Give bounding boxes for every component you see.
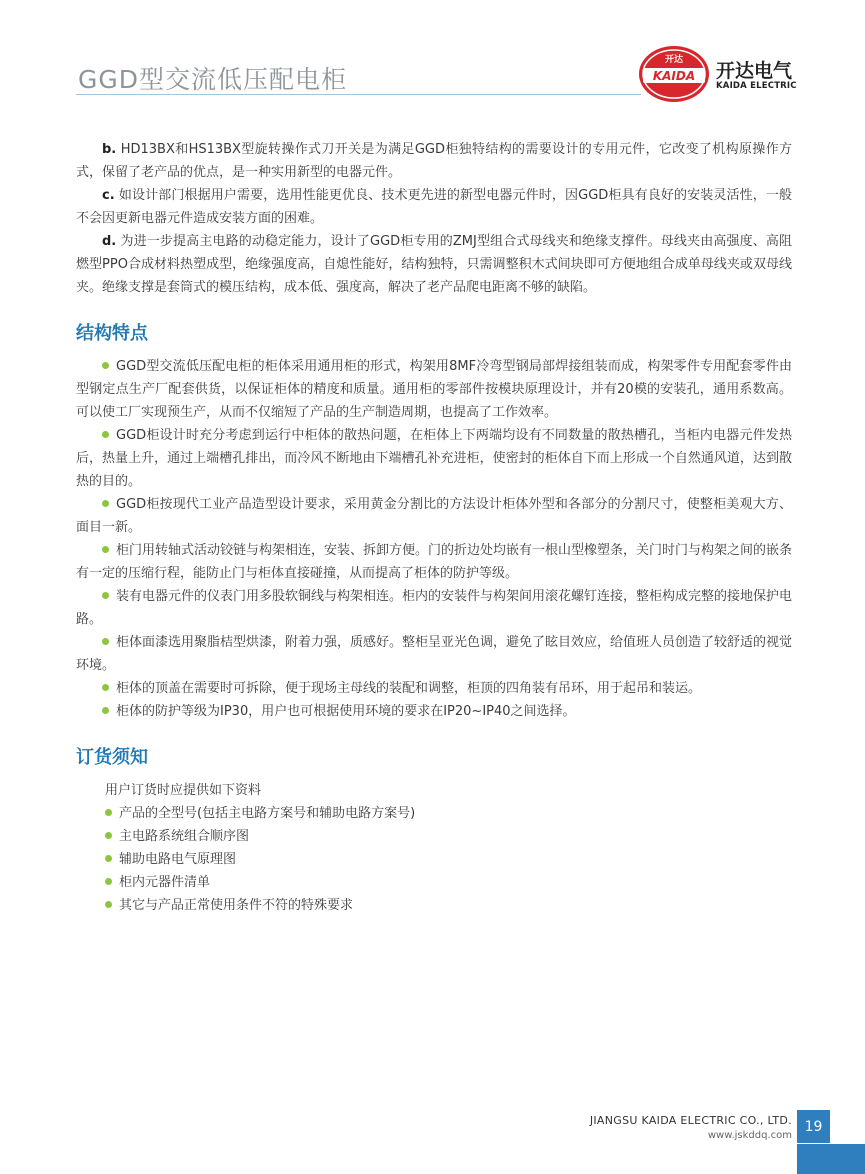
structure-item: GGD柜设计时充分考虑到运行中柜体的散热问题，在柜体上下两端均设有不同数量的散热槽孔，当柜内电器元件发热后，热量上升，通过上端槽孔排出，而冷风不断地由下端槽孔补充进柜，使密封的柜体自下而上形成一个自然通风道，达到散热的目的。 [76, 428, 792, 489]
logo-badge-top: 开达 [664, 55, 684, 65]
bullet-icon [102, 500, 109, 507]
bullet-icon [105, 855, 112, 862]
bullet-icon [105, 878, 112, 885]
header-divider [76, 94, 641, 95]
structure-item: GGD柜按现代工业产品造型设计要求，采用黄金分割比的方法设计柜体外型和各部分的分割尺寸，使整柜美观大方、面目一新。 [76, 497, 792, 535]
bullet-icon [102, 638, 109, 645]
section-title-structure: 结构特点 [76, 323, 148, 344]
ordering-item: 主电路系统组合顺序图 [76, 825, 792, 848]
page-corner-bar [797, 1144, 865, 1174]
footer-company: JIANGSU KAIDA ELECTRIC CO., LTD. [589, 1114, 792, 1127]
ordering-item: 产品的全型号(包括主电路方案号和辅助电路方案号) [76, 802, 792, 825]
intro-paragraph-b: b. HD13BX和HS13BX型旋转操作式刀开关是为满足GGD柜独特结构的需要设计的专用元件，它改变了机构原操作方式，保留了老产品的优点，是一种实用新型的电器元件。 [76, 142, 792, 180]
bullet-icon [105, 809, 112, 816]
bullet-icon [102, 546, 109, 553]
bullet-icon [102, 707, 109, 714]
bullet-icon [105, 901, 112, 908]
ordering-item: 柜内元器件清单 [76, 871, 792, 894]
structure-item: 装有电器元件的仪表门用多股软铜线与构架相连。柜内的安装件与构架间用滚花螺钉连接，整柜构成完整的接地保护电路。 [76, 589, 793, 627]
intro-paragraph-c: c. 如设计部门根据用户需要，选用性能更优良、技术更先进的新型电器元件时，因GGD柜具有良好的安装灵活性，一般不会因更新电器元件造成安装方面的困难。 [76, 188, 792, 226]
logo-badge-main: KAIDA [652, 69, 696, 83]
structure-item: 柜体的顶盖在需要时可拆除，便于现场主母线的装配和调整，柜顶的四角装有吊环，用于起吊和装运。 [76, 677, 792, 700]
page-number: 19 [797, 1110, 830, 1143]
bullet-icon [102, 362, 109, 369]
structure-item: GGD型交流低压配电柜的柜体采用通用柜的形式，构架用8MF冷弯型钢局部焊接组装而成，构架零件专用配套零件由型钢定点生产厂配套供货，以保证柜体的精度和质量。通用柜的零部件按模块原理设计，并有20模的安装孔，通用系数高。可以使工厂实现预生产，从而不仅缩短了产品的生产制造周期，也提高了工作效率。 [76, 359, 792, 420]
logo-company-en: KAIDA ELECTRIC [716, 81, 797, 91]
logo-company-cn: 开达电气 [716, 60, 793, 82]
bullet-icon [105, 832, 112, 839]
section-title-ordering: 订货须知 [76, 747, 148, 768]
document-title: GGD型交流低压配电柜 [78, 65, 347, 94]
ordering-item: 其它与产品正常使用条件不符的特殊要求 [76, 894, 792, 917]
ordering-item: 辅助电路电气原理图 [76, 848, 792, 871]
page-header [0, 0, 865, 110]
footer-url: www.jskddq.com [707, 1130, 792, 1141]
structure-item: 柜门用转轴式活动铰链与构架相连，安装、拆卸方便。门的折边处均嵌有一根山型橡塑条，关门时门与构架之间的嵌条有一定的压缩行程，能防止门与柜体直接碰撞，从而提高了柜体的防护等级。 [76, 543, 793, 581]
kaida-logo-icon [637, 44, 711, 104]
structure-item: 柜体面漆选用聚脂桔型烘漆，附着力强，质感好。整柜呈亚光色调，避免了眩目效应，给值班人员创造了较舒适的视觉环境。 [76, 635, 793, 673]
ordering-intro: 用户订货时应提供如下资料 [105, 783, 262, 798]
bullet-icon [102, 431, 109, 438]
bullet-icon [102, 592, 109, 599]
page-content [76, 138, 792, 917]
structure-item: 柜体的防护等级为IP30，用户也可根据使用环境的要求在IP20~IP40之间选择。 [76, 700, 792, 723]
intro-paragraph-d: d. 为进一步提高主电路的动稳定能力，设计了GGD柜专用的ZMJ型组合式母线夹和绝缘支撑件。母线夹由高强度、高阻燃型PPO合成材料热塑成型，绝缘强度高，自熄性能好，结构独特，只需调整积木式间块即可方便地组合成单母线夹或双母线夹。绝缘支撑是套筒式的模压结构，成本低、强度高，解决了老产品爬电距离不够的缺陷。 [76, 234, 792, 295]
bullet-icon [102, 684, 109, 691]
